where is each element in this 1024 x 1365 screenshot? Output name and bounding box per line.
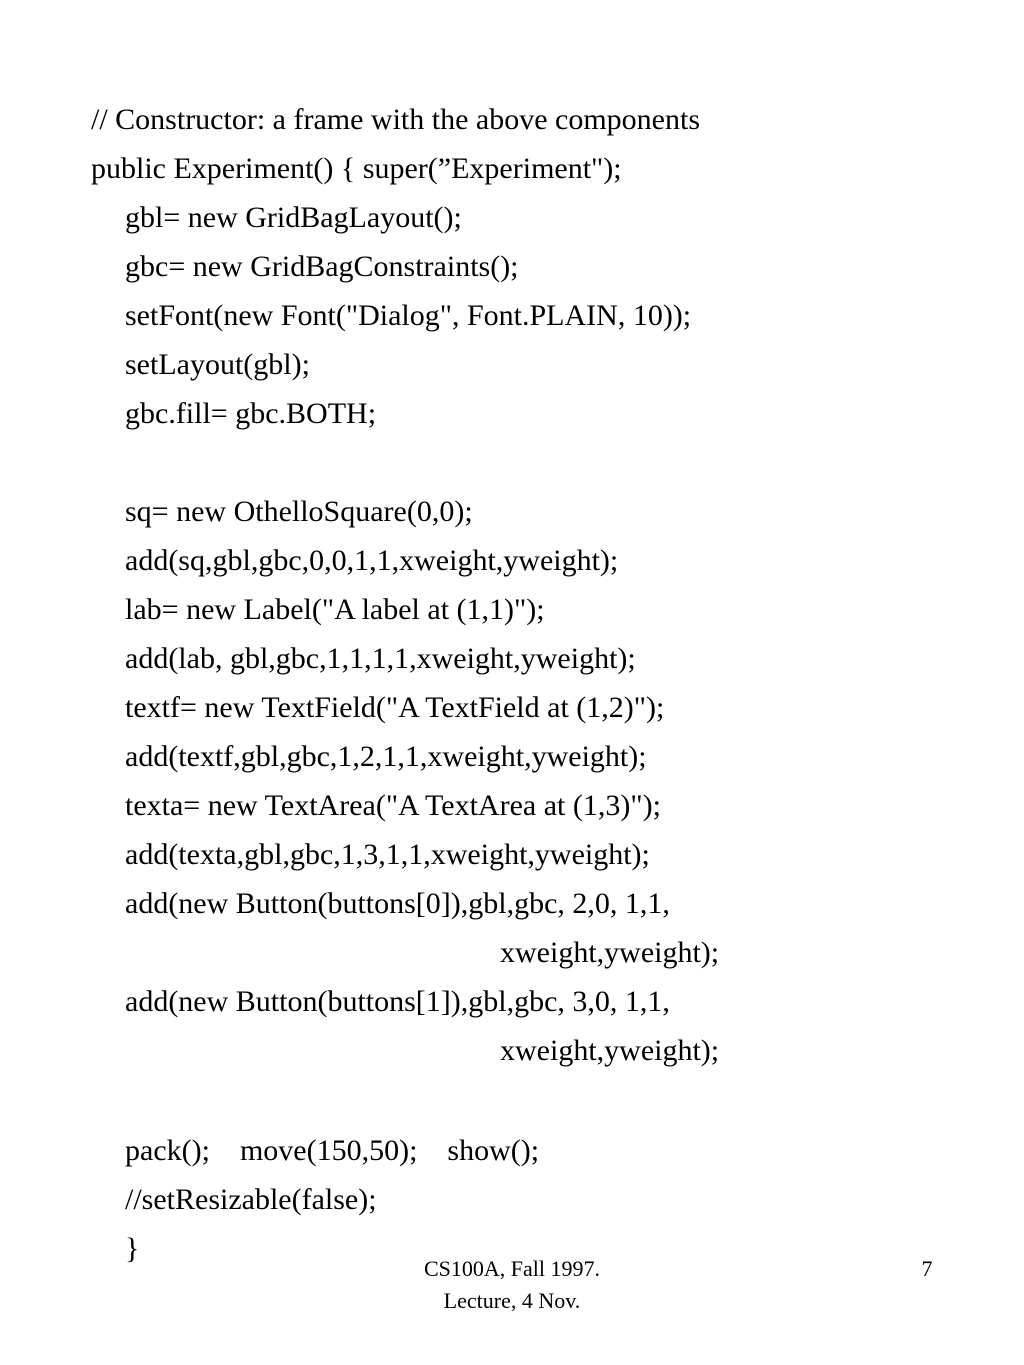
code-line: setLayout(gbl); [125,348,310,381]
closing-brace: } [125,1232,140,1265]
code-line: gbl= new GridBagLayout(); [125,201,462,234]
code-line-continuation: xweight,yweight); [500,936,720,969]
code-line: add(sq,gbl,gbc,0,0,1,1,xweight,yweight); [125,544,619,577]
code-line: add(new Button(buttons[1]),gbl,gbc, 3,0, 1,1, [125,985,670,1018]
code-line-continuation: xweight,yweight); [500,1034,720,1067]
code-line: sq= new OthelloSquare(0,0); [125,495,473,528]
code-line: lab= new Label("A label at (1,1)"); [125,593,545,626]
footer-lecture-date: Lecture, 4 Nov. [443,1288,581,1313]
code-line: add(textf,gbl,gbc,1,2,1,1,xweight,yweight); [125,740,647,773]
page-number: 7 [921,1256,933,1281]
code-line: add(lab, gbl,gbc,1,1,1,1,xweight,yweight); [125,642,636,675]
footer-course: CS100A, Fall 1997. [423,1256,601,1281]
code-line: add(new Button(buttons[0]),gbl,gbc, 2,0, 1,1, [125,887,670,920]
code-line: gbc.fill= gbc.BOTH; [125,397,377,430]
code-line: // Constructor: a frame with the above components [91,103,701,136]
code-line: pack(); move(150,50); show(); [125,1134,540,1167]
code-line: gbc= new GridBagConstraints(); [125,250,519,283]
code-line: setFont(new Font("Dialog", Font.PLAIN, 10)); [125,299,692,332]
code-line: public Experiment() { super(”Experiment"); [91,152,622,185]
code-line: texta= new TextArea("A TextArea at (1,3)"); [125,789,661,822]
code-line: textf= new TextField("A TextField at (1,2)"); [125,691,665,724]
code-line: //setResizable(false); [125,1183,377,1216]
code-line: add(texta,gbl,gbc,1,3,1,1,xweight,yweight); [125,838,650,871]
